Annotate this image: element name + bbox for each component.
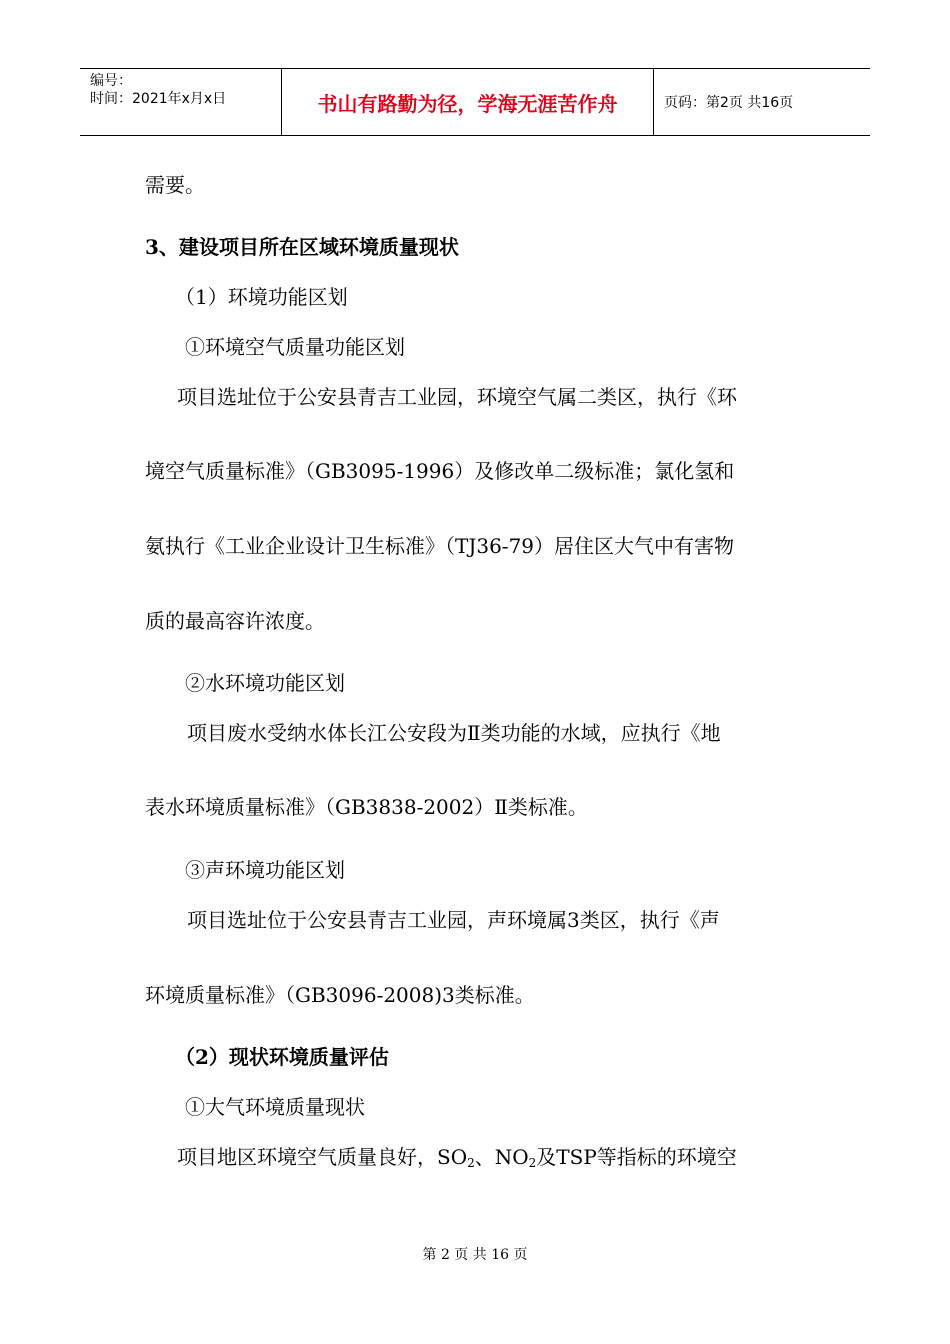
paragraph-line: 项目废水受纳水体长江公安段为Ⅱ类功能的水域，应执行《地	[187, 721, 721, 745]
date-text: 时间：2021年x月x日	[90, 91, 227, 107]
item-heading: ③声环境功能区划	[185, 858, 345, 882]
paragraph-line: 境空气质量标准》（GB3095-1996）及修改单二级标准；氯化氢和	[145, 459, 735, 483]
text-run: 及TSP等指标的环境空	[536, 1145, 737, 1169]
paragraph-line: 质的最高容许浓度。	[145, 609, 325, 633]
paragraph-line: 氨执行《工业企业设计卫生标准》（TJ36-79）居住区大气中有害物	[145, 534, 735, 558]
subsection-heading: （1）环境功能区划	[175, 285, 348, 309]
paragraph-line: 项目选址位于公安县青吉工业园，环境空气属二类区，执行《环	[177, 385, 737, 409]
header-page-cell	[654, 69, 870, 135]
subscript: 2	[528, 1156, 537, 1170]
header-table	[80, 68, 870, 136]
paragraph-line: 项目选址位于公安县青吉工业园，声环境属3类区，执行《声	[187, 908, 720, 932]
item-heading: ②水环境功能区划	[185, 671, 345, 695]
paragraph-line: 需要。	[145, 173, 205, 197]
paragraph-line	[177, 1143, 737, 1171]
header-motto-cell	[282, 69, 654, 135]
motto-text: 书山有路勤为径，学海无涯苦作舟	[317, 92, 618, 116]
text-run: 项目地区环境空气质量良好，SO	[177, 1145, 468, 1169]
subscript: 2	[467, 1156, 475, 1170]
page-info: 页码：第2页 共16页	[664, 95, 794, 111]
page-footer: 第 2 页 共 16 页	[422, 1247, 528, 1263]
serial-label: 编号：	[90, 73, 132, 89]
item-heading: ①大气环境质量现状	[185, 1095, 365, 1119]
text-run: 、NO	[474, 1145, 529, 1169]
header-meta-cell	[80, 69, 282, 135]
paragraph-line: 表水环境质量标准》（GB3838-2002）Ⅱ类标准。	[145, 795, 588, 819]
subsection-heading: （2）现状环境质量评估	[175, 1045, 389, 1069]
paragraph-line: 环境质量标准》（GB3096-2008)3类标准。	[145, 983, 535, 1007]
item-heading: ①环境空气质量功能区划	[185, 335, 405, 359]
section-heading: 3、建设项目所在区域环境质量现状	[145, 235, 459, 259]
